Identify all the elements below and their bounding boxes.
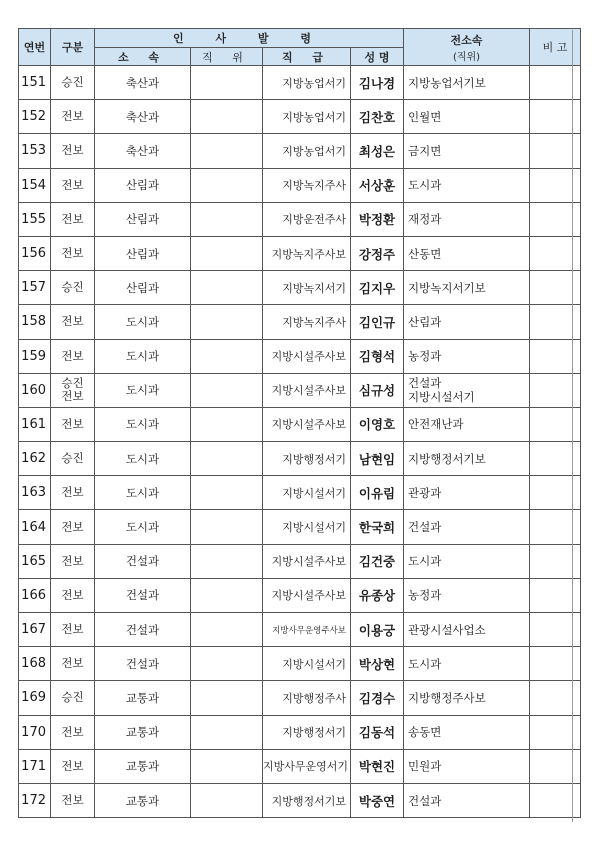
- row-position: [191, 339, 263, 373]
- row-name: 김형석: [351, 339, 404, 373]
- header-dept: 소 속: [95, 48, 191, 66]
- page-edge-line: [572, 30, 573, 822]
- row-rank: 지방시설서기: [263, 647, 351, 681]
- table-row: [19, 305, 581, 339]
- row-name: 유종상: [351, 578, 404, 612]
- table-row: [19, 613, 581, 647]
- row-dept: 교통과: [95, 681, 191, 715]
- row-name: 남현임: [351, 442, 404, 476]
- row-position: [191, 66, 263, 100]
- row-position: [191, 749, 263, 783]
- row-no: 156: [19, 236, 51, 270]
- row-position: [191, 168, 263, 202]
- row-no: 170: [19, 715, 51, 749]
- row-position: [191, 783, 263, 817]
- row-prev-dept: 농정과: [404, 578, 530, 612]
- header-position: 직 위: [191, 48, 263, 66]
- row-name: 김인규: [351, 305, 404, 339]
- table-row: [19, 100, 581, 134]
- row-prev-dept: 민원과: [404, 749, 530, 783]
- row-prev-dept: 산림과: [404, 305, 530, 339]
- row-dept: 도시과: [95, 476, 191, 510]
- row-prev-dept: 도시과: [404, 168, 530, 202]
- row-no: 169: [19, 681, 51, 715]
- row-dept: 산림과: [95, 271, 191, 305]
- row-position: [191, 681, 263, 715]
- row-name: 김경수: [351, 681, 404, 715]
- row-rank: 지방사무운영주사보: [263, 613, 351, 647]
- row-type: 승진: [51, 66, 95, 100]
- row-no: 155: [19, 202, 51, 236]
- row-prev-dept: 지방행정서기보: [404, 442, 530, 476]
- table-row: [19, 442, 581, 476]
- table-row: [19, 66, 581, 100]
- row-dept: 건설과: [95, 647, 191, 681]
- table-row: [19, 681, 581, 715]
- row-position: [191, 134, 263, 168]
- row-type: 승진: [51, 271, 95, 305]
- table-row: [19, 168, 581, 202]
- row-name: 박정환: [351, 202, 404, 236]
- row-dept: 도시과: [95, 305, 191, 339]
- row-type: 전보: [51, 134, 95, 168]
- row-position: [191, 647, 263, 681]
- row-rank: 지방행정서기: [263, 442, 351, 476]
- row-type: 전보: [51, 202, 95, 236]
- row-dept: 산림과: [95, 202, 191, 236]
- row-dept: 산림과: [95, 236, 191, 270]
- row-prev-dept: 건설과: [404, 783, 530, 817]
- row-name: 박상현: [351, 647, 404, 681]
- row-position: [191, 373, 263, 407]
- table-row: [19, 476, 581, 510]
- row-type: 전보: [51, 168, 95, 202]
- row-rank: 지방농업서기: [263, 134, 351, 168]
- row-name: 김지우: [351, 271, 404, 305]
- header-type: 구분: [51, 29, 95, 66]
- row-no: 167: [19, 613, 51, 647]
- table-row: [19, 134, 581, 168]
- row-type: 전보: [51, 578, 95, 612]
- row-position: [191, 100, 263, 134]
- row-prev-dept: 도시과: [404, 544, 530, 578]
- table-row: [19, 783, 581, 817]
- row-no: 153: [19, 134, 51, 168]
- row-no: 162: [19, 442, 51, 476]
- header-remarks: 비 고: [530, 29, 581, 66]
- row-prev-dept: 지방농업서기보: [404, 66, 530, 100]
- row-no: 163: [19, 476, 51, 510]
- row-dept: 산림과: [95, 168, 191, 202]
- row-type: 승진: [51, 442, 95, 476]
- row-rank: 지방행정서기: [263, 715, 351, 749]
- row-position: [191, 236, 263, 270]
- row-dept: 교통과: [95, 783, 191, 817]
- table-row: [19, 544, 581, 578]
- table-row: [19, 373, 581, 407]
- row-name: 강정주: [351, 236, 404, 270]
- row-type: 전보: [51, 510, 95, 544]
- row-dept: 축산과: [95, 100, 191, 134]
- row-rank: 지방녹지서기: [263, 271, 351, 305]
- table-row: [19, 749, 581, 783]
- row-prev-dept: 관광시설사업소: [404, 613, 530, 647]
- row-prev-dept: 지방녹지서기보: [404, 271, 530, 305]
- header-appointment: 인 사 발 령: [95, 29, 404, 48]
- row-prev-dept: 재정과: [404, 202, 530, 236]
- row-rank: 지방시설서기: [263, 476, 351, 510]
- row-rank: 지방시설주사보: [263, 339, 351, 373]
- row-position: [191, 510, 263, 544]
- row-position: [191, 271, 263, 305]
- row-position: [191, 305, 263, 339]
- row-type: 승진: [51, 681, 95, 715]
- row-rank: 지방사무운영서기: [263, 749, 351, 783]
- row-no: 166: [19, 578, 51, 612]
- row-prev-dept: 관광과: [404, 476, 530, 510]
- row-rank: 지방녹지주사: [263, 168, 351, 202]
- row-type: 전보: [51, 647, 95, 681]
- table-row: [19, 271, 581, 305]
- row-no: 164: [19, 510, 51, 544]
- row-rank: 지방시설주사보: [263, 578, 351, 612]
- row-no: 160: [19, 373, 51, 407]
- row-type: 전보: [51, 613, 95, 647]
- row-dept: 건설과: [95, 544, 191, 578]
- table-row: [19, 407, 581, 441]
- row-prev-dept: 안전재난과: [404, 407, 530, 441]
- row-prev-dept: 도시과: [404, 647, 530, 681]
- row-dept: 도시과: [95, 442, 191, 476]
- row-position: [191, 476, 263, 510]
- row-position: [191, 578, 263, 612]
- row-rank: 지방시설주사보: [263, 544, 351, 578]
- row-type: 전보: [51, 715, 95, 749]
- row-name: 심규성: [351, 373, 404, 407]
- row-no: 151: [19, 66, 51, 100]
- row-no: 161: [19, 407, 51, 441]
- row-prev-dept: 지방행정주사보: [404, 681, 530, 715]
- row-type: 전보: [51, 749, 95, 783]
- row-prev-dept: 농정과: [404, 339, 530, 373]
- row-name: 이영호: [351, 407, 404, 441]
- header-prev-dept: 전소속 (직위): [404, 29, 530, 66]
- row-type: 전보: [51, 236, 95, 270]
- header-no: 연번: [19, 29, 51, 66]
- row-name: 이유림: [351, 476, 404, 510]
- row-rank: 지방행정주사: [263, 681, 351, 715]
- row-type: 전보: [51, 339, 95, 373]
- header-name: 성 명: [351, 48, 404, 66]
- row-prev-dept: 산동면: [404, 236, 530, 270]
- row-name: 김나경: [351, 66, 404, 100]
- row-no: 158: [19, 305, 51, 339]
- row-dept: 축산과: [95, 134, 191, 168]
- row-type: 전보: [51, 544, 95, 578]
- row-position: [191, 544, 263, 578]
- row-type: 전보: [51, 407, 95, 441]
- row-name: 김동석: [351, 715, 404, 749]
- row-dept: 도시과: [95, 373, 191, 407]
- row-name: 최성은: [351, 134, 404, 168]
- row-dept: 도시과: [95, 407, 191, 441]
- row-dept: 축산과: [95, 66, 191, 100]
- row-no: 168: [19, 647, 51, 681]
- row-rank: 지방농업서기: [263, 100, 351, 134]
- row-no: 154: [19, 168, 51, 202]
- row-rank: 지방행정서기보: [263, 783, 351, 817]
- row-position: [191, 613, 263, 647]
- row-rank: 지방녹지주사보: [263, 236, 351, 270]
- row-dept: 교통과: [95, 715, 191, 749]
- row-no: 157: [19, 271, 51, 305]
- table-row: [19, 647, 581, 681]
- table-row: [19, 510, 581, 544]
- row-position: [191, 202, 263, 236]
- row-name: 한국희: [351, 510, 404, 544]
- row-prev-dept: 건설과 지방시설서기: [404, 373, 530, 407]
- row-position: [191, 407, 263, 441]
- row-type: 전보: [51, 305, 95, 339]
- row-no: 171: [19, 749, 51, 783]
- row-name: 김건중: [351, 544, 404, 578]
- row-type: 전보: [51, 100, 95, 134]
- row-position: [191, 442, 263, 476]
- row-rank: 지방시설서기: [263, 510, 351, 544]
- table-row: [19, 339, 581, 373]
- row-name: 김찬호: [351, 100, 404, 134]
- row-no: 172: [19, 783, 51, 817]
- row-rank: 지방녹지주사: [263, 305, 351, 339]
- row-dept: 건설과: [95, 613, 191, 647]
- row-prev-dept: 금지면: [404, 134, 530, 168]
- row-prev-dept: 건설과: [404, 510, 530, 544]
- row-dept: 도시과: [95, 510, 191, 544]
- row-no: 165: [19, 544, 51, 578]
- table-row: [19, 236, 581, 270]
- table-row: [19, 578, 581, 612]
- header-rank: 직 급: [263, 48, 351, 66]
- table-row: [19, 715, 581, 749]
- row-prev-dept: 송동면: [404, 715, 530, 749]
- row-dept: 교통과: [95, 749, 191, 783]
- row-name: 박중연: [351, 783, 404, 817]
- row-type: 전보: [51, 783, 95, 817]
- row-type: 승진 전보: [51, 373, 95, 407]
- row-rank: 지방농업서기: [263, 66, 351, 100]
- row-rank: 지방운전주사: [263, 202, 351, 236]
- row-rank: 지방시설주사보: [263, 373, 351, 407]
- row-name: 이용궁: [351, 613, 404, 647]
- personnel-table: [18, 28, 581, 818]
- row-prev-dept: 인월면: [404, 100, 530, 134]
- row-no: 152: [19, 100, 51, 134]
- row-name: 박현진: [351, 749, 404, 783]
- table-row: [19, 202, 581, 236]
- row-dept: 건설과: [95, 578, 191, 612]
- row-position: [191, 715, 263, 749]
- row-name: 서상훈: [351, 168, 404, 202]
- row-dept: 도시과: [95, 339, 191, 373]
- row-type: 전보: [51, 476, 95, 510]
- row-rank: 지방시설주사보: [263, 407, 351, 441]
- row-no: 159: [19, 339, 51, 373]
